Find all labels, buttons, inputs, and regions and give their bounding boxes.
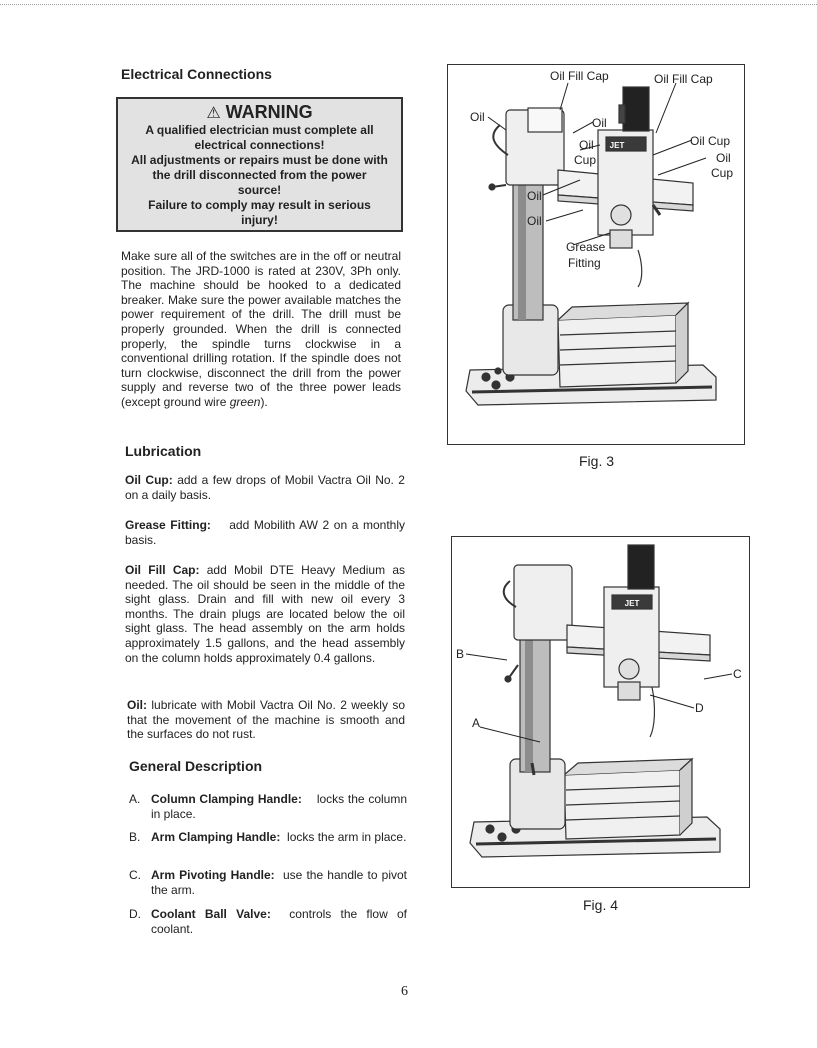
label-oil-fill-cap: Oil Fill Cap bbox=[550, 69, 609, 83]
lubrication-heading: Lubrication bbox=[125, 443, 202, 459]
warning-line: injury! bbox=[241, 213, 278, 227]
figure-3-caption: Fig. 3 bbox=[579, 453, 615, 469]
general-item-a: A. Column Clamping Handle: locks the column in place. bbox=[129, 792, 408, 821]
label-d: D bbox=[695, 701, 704, 715]
general-heading: General Description bbox=[129, 758, 263, 774]
warning-line: All adjustments or repairs must be done with bbox=[131, 153, 388, 167]
electrical-paragraph: Make sure all of the switches are in the off or neutral position. The JRD-1000 is rated at 230V, 3Ph only. The machine should be hooked to a dedicated breaker. Make sure the power available matches the power requirement of the drill. The drill must be properly grounded. When the drill is connected properly, the spindle turns clockwise in a conventional drilling rotation. If the spindle does not turn clockwise, disconnect the drill from the power supply and reverse two of the three power leads (except ground wire green). bbox=[121, 249, 401, 409]
figure-3 bbox=[447, 64, 745, 445]
drill-press-illustration-fig3 bbox=[448, 65, 743, 443]
electrical-heading: Electrical Connections bbox=[121, 66, 272, 82]
warning-line: Failure to comply may result in serious bbox=[148, 198, 371, 212]
warning-line: A qualified electrician must complete all bbox=[145, 123, 374, 137]
warning-triangle-icon: ⚠ bbox=[206, 105, 221, 122]
label-b: B bbox=[456, 647, 465, 661]
page-top-rule bbox=[0, 0, 817, 5]
warning-line: the drill disconnected from the power bbox=[152, 168, 367, 182]
drill-press-illustration-fig4 bbox=[452, 537, 748, 886]
label-grease: Grease bbox=[566, 240, 606, 254]
brand-logo: JET bbox=[609, 141, 625, 150]
figure-4-caption: Fig. 4 bbox=[583, 897, 619, 913]
label-c: C bbox=[733, 667, 742, 681]
general-item-c: C. Arm Pivoting Handle: use the handle to pivot the arm. bbox=[129, 868, 407, 897]
lube-oil: Oil: lubricate with Mobil Vactra Oil No. 2 weekly so that the movement of the machine is smooth and the surfaces do not rust. bbox=[127, 698, 405, 742]
label-oil-cup-left-1: Oil bbox=[579, 138, 594, 152]
warning-title: ⚠ WARNING bbox=[206, 102, 313, 122]
label-oil-cup-left-2: Cup bbox=[574, 153, 597, 167]
label-a: A bbox=[472, 716, 481, 730]
label-oil-low: Oil bbox=[527, 214, 542, 228]
lube-oil-cup: Oil Cup: add a few drops of Mobil Vactra Oil No. 2 on a daily basis. bbox=[125, 473, 405, 502]
brand-logo: JET bbox=[624, 599, 640, 608]
warning-box bbox=[116, 97, 403, 232]
label-fitting: Fitting bbox=[568, 256, 601, 270]
lube-oil-fill-cap: Oil Fill Cap: add Mobil DTE Heavy Medium as needed. The oil should be seen in the middle of the sight glass. Drain and fill with new oil every 3 months. The drain plugs are located below the oil sight glass. The head assembly on the arm holds approximately 1.5 gallons, and the head assembly on the column holds approximately 0.4 gallons. bbox=[125, 563, 405, 665]
warning-line: source! bbox=[237, 183, 282, 197]
label-oil-cup-right-2b: Cup bbox=[711, 166, 734, 180]
label-oil-mid: Oil bbox=[527, 189, 542, 203]
label-oil-left: Oil bbox=[470, 110, 485, 124]
label-oil-fill-cap-2: Oil Fill Cap bbox=[654, 72, 713, 86]
figure-4 bbox=[451, 536, 750, 888]
label-oil-top: Oil bbox=[592, 116, 607, 130]
general-item-d: D. Coolant Ball Valve: controls the flow of coolant. bbox=[129, 907, 407, 936]
label-oil-cup-right: Oil Cup bbox=[690, 134, 731, 148]
general-item-b: B. Arm Clamping Handle: locks the arm in place. bbox=[129, 830, 407, 844]
lube-grease-fitting: Grease Fitting: add Mobilith AW 2 on a monthly basis. bbox=[125, 518, 405, 547]
warning-line: electrical connections! bbox=[194, 138, 325, 152]
page-number: 6 bbox=[401, 984, 408, 999]
label-oil-cup-right-2a: Oil bbox=[716, 151, 731, 165]
